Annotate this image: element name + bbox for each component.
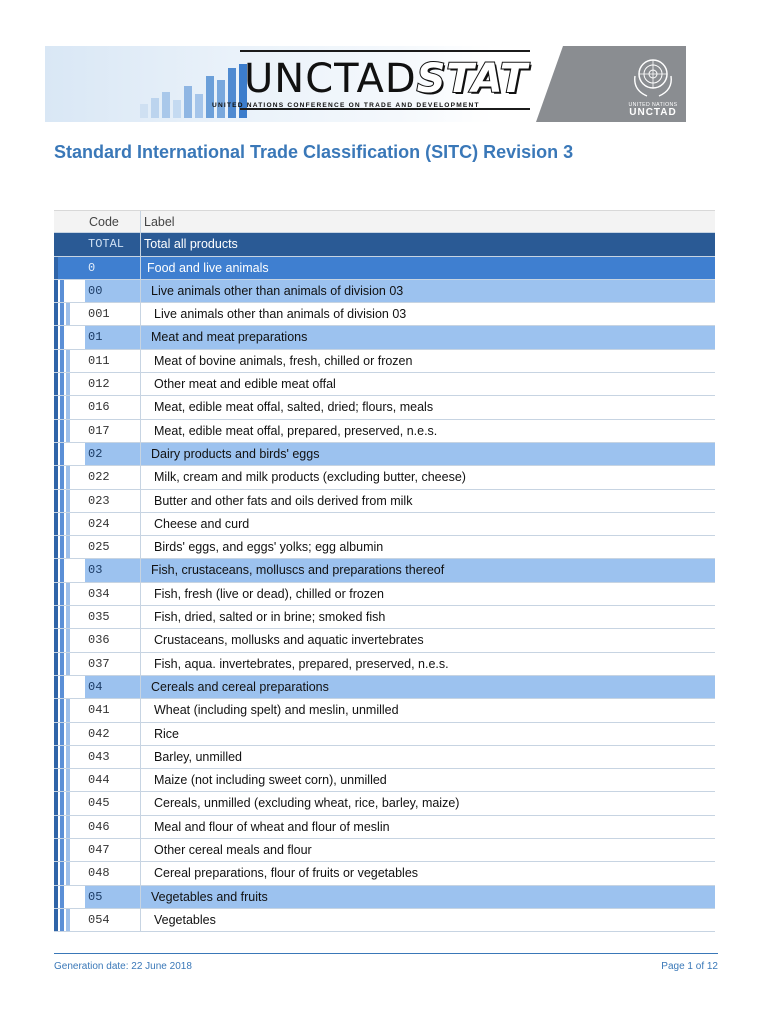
document-title: Standard International Trade Classification (SITC) Revision 3	[54, 142, 574, 162]
label-cell: Fish, crustaceans, molluscs and preparations thereof	[151, 563, 445, 578]
hierarchy-indent	[54, 606, 85, 628]
un-small-text: UNITED NATIONS	[628, 102, 678, 108]
table-row	[54, 746, 715, 769]
table-row	[54, 792, 715, 815]
table-header-row	[54, 210, 715, 233]
label-cell: Birds' eggs, and eggs' yolks; egg albumin	[154, 540, 384, 555]
code-cell: 045	[85, 792, 141, 814]
label-cell: Fish, fresh (live or dead), chilled or frozen	[154, 586, 384, 601]
label-cell: Live animals other than animals of division 03	[151, 283, 404, 298]
label-cell: Other cereal meals and flour	[154, 843, 312, 858]
un-logo-block	[622, 52, 684, 118]
table-row	[54, 490, 715, 513]
label-cell: Other meat and edible meat offal	[154, 377, 336, 392]
hierarchy-indent	[54, 536, 85, 558]
code-cell: 012	[85, 373, 141, 395]
table-row	[54, 676, 715, 699]
label-cell: Cereals, unmilled (excluding wheat, rice, barley, maize)	[154, 796, 460, 811]
table-row	[54, 443, 715, 466]
hierarchy-indent	[54, 466, 85, 488]
brand-accent-text: STAT	[416, 56, 529, 102]
hierarchy-indent	[54, 699, 85, 721]
unctad-name: UNCTAD	[629, 107, 677, 118]
hierarchy-indent	[54, 350, 85, 372]
label-cell: Cheese and curd	[154, 516, 250, 531]
code-cell: 03	[85, 559, 141, 581]
label-cell: Vegetables	[154, 912, 216, 927]
code-cell: 041	[85, 699, 141, 721]
label-cell: Barley, unmilled	[154, 749, 243, 764]
table-row	[54, 303, 715, 326]
table-row	[54, 769, 715, 792]
hierarchy-indent	[54, 769, 85, 791]
hierarchy-indent	[54, 816, 85, 838]
label-cell: Rice	[154, 726, 180, 741]
label-cell: Cereals and cereal preparations	[151, 679, 329, 694]
code-cell: 042	[85, 723, 141, 745]
hierarchy-indent	[54, 839, 85, 861]
table-row	[54, 559, 715, 582]
label-cell: Maize (not including sweet corn), unmilled	[154, 773, 387, 788]
code-cell: 04	[85, 676, 141, 698]
table-row	[54, 583, 715, 606]
table-row	[54, 257, 715, 280]
code-cell: 037	[85, 653, 141, 675]
table-row	[54, 233, 715, 256]
code-cell: 043	[85, 746, 141, 768]
hierarchy-indent	[54, 792, 85, 814]
code-cell: 044	[85, 769, 141, 791]
label-cell: Vegetables and fruits	[151, 889, 268, 904]
code-cell: 022	[85, 466, 141, 488]
brand-main-text: UNCTAD	[244, 56, 417, 102]
label-cell: Fish, aqua. invertebrates, prepared, preserved, n.e.s.	[154, 656, 449, 671]
hierarchy-indent	[54, 676, 85, 698]
code-cell: 05	[85, 886, 141, 908]
hierarchy-indent	[54, 443, 85, 465]
code-cell: 00	[85, 280, 141, 302]
brand-wordmark	[244, 56, 528, 102]
hierarchy-indent	[54, 583, 85, 605]
footer-divider	[54, 953, 718, 954]
code-cell: 024	[85, 513, 141, 535]
label-cell: Meat, edible meat offal, prepared, preserved, n.e.s.	[154, 423, 438, 438]
label-cell: Cereal preparations, flour of fruits or vegetables	[154, 866, 419, 881]
hierarchy-indent	[54, 233, 85, 255]
code-cell: 035	[85, 606, 141, 628]
table-row	[54, 653, 715, 676]
table-row	[54, 862, 715, 885]
hierarchy-indent	[54, 326, 85, 348]
code-cell: 046	[85, 816, 141, 838]
table-row	[54, 396, 715, 419]
hierarchy-indent	[54, 373, 85, 395]
hierarchy-indent	[54, 396, 85, 418]
hierarchy-indent	[54, 513, 85, 535]
hierarchy-indent	[54, 420, 85, 442]
code-cell: 011	[85, 350, 141, 372]
hierarchy-indent	[54, 909, 85, 931]
table-row	[54, 466, 715, 489]
code-cell: 02	[85, 443, 141, 465]
hierarchy-indent	[54, 629, 85, 651]
label-cell: Butter and other fats and oils derived from milk	[154, 493, 413, 508]
table-row	[54, 280, 715, 303]
table-row	[54, 420, 715, 443]
label-column-header: Label	[144, 215, 175, 229]
hierarchy-indent	[54, 559, 85, 581]
code-cell: 023	[85, 490, 141, 512]
hierarchy-indent	[54, 886, 85, 908]
hierarchy-indent	[54, 862, 85, 884]
code-cell: 01	[85, 326, 141, 348]
code-cell: TOTAL	[85, 233, 141, 255]
table-row	[54, 606, 715, 629]
table-row	[54, 513, 715, 536]
table-row	[54, 536, 715, 559]
code-column-header: Code	[85, 211, 141, 232]
table-row	[54, 839, 715, 862]
table-row	[54, 909, 715, 932]
code-cell: 048	[85, 862, 141, 884]
sitc-table	[54, 210, 715, 932]
page-number: Page 1 of 12	[661, 961, 718, 972]
hierarchy-indent	[54, 280, 85, 302]
hierarchy-indent	[54, 746, 85, 768]
table-row	[54, 326, 715, 349]
table-row	[54, 816, 715, 839]
label-cell: Wheat (including spelt) and meslin, unmilled	[154, 703, 399, 718]
generation-date: Generation date: 22 June 2018	[54, 961, 192, 972]
code-cell: 034	[85, 583, 141, 605]
hierarchy-indent	[54, 257, 85, 279]
code-cell: 025	[85, 536, 141, 558]
brand-logo	[240, 50, 530, 110]
table-row	[54, 373, 715, 396]
hierarchy-indent	[54, 490, 85, 512]
label-cell: Fish, dried, salted or in brine; smoked fish	[154, 610, 386, 625]
code-cell: 017	[85, 420, 141, 442]
brand-subtitle: UNITED NATIONS CONFERENCE ON TRADE AND DEVELOPMENT	[212, 102, 480, 109]
label-cell: Live animals other than animals of division 03	[154, 307, 407, 322]
label-cell: Total all products	[144, 237, 238, 252]
hierarchy-indent	[54, 653, 85, 675]
label-cell: Meat and meat preparations	[151, 330, 308, 345]
table-row	[54, 699, 715, 722]
label-cell: Meat of bovine animals, fresh, chilled or frozen	[154, 353, 413, 368]
code-cell: 016	[85, 396, 141, 418]
hierarchy-indent	[54, 303, 85, 325]
code-cell: 054	[85, 909, 141, 931]
label-cell: Dairy products and birds' eggs	[151, 446, 320, 461]
code-cell: 0	[85, 257, 141, 279]
label-cell: Food and live animals	[147, 260, 269, 275]
hierarchy-indent	[54, 723, 85, 745]
table-row	[54, 629, 715, 652]
label-cell: Milk, cream and milk products (excluding butter, cheese)	[154, 470, 466, 485]
label-cell: Crustaceans, mollusks and aquatic invertebrates	[154, 633, 424, 648]
header-gutter	[54, 211, 85, 232]
code-cell: 001	[85, 303, 141, 325]
label-cell: Meal and flour of wheat and flour of meslin	[154, 819, 390, 834]
un-emblem-icon	[629, 52, 677, 100]
table-row	[54, 723, 715, 746]
code-cell: 036	[85, 629, 141, 651]
label-cell: Meat, edible meat offal, salted, dried; flours, meals	[154, 400, 434, 415]
table-row	[54, 350, 715, 373]
code-cell: 047	[85, 839, 141, 861]
table-row	[54, 886, 715, 909]
